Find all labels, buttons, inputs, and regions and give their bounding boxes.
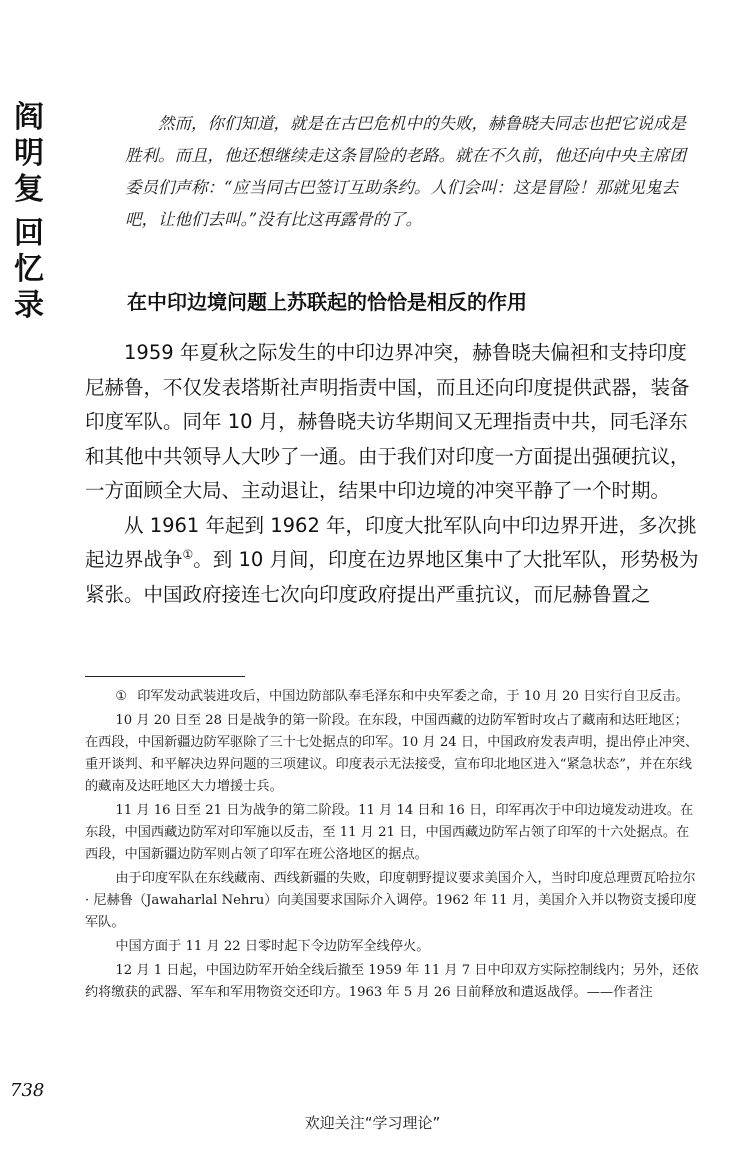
body-paragraph-2-part1: 从 1961 年起到 1962 年，印度大批军队向中印边界开进，多次挑起边界战争 — [85, 513, 697, 571]
footer-watermark: 欢迎关注“学习理论” — [304, 1114, 441, 1132]
book-title-char: 忆 — [14, 252, 44, 287]
book-title-vertical — [8, 100, 50, 324]
footnote-paragraph: 由于印度军队在东线藏南、西线新疆的失败，印度朝野提议要求美国介入，当时印度总理贾瓦哈拉尔 · 尼赫鲁（Jawaharlal Nehru）向美国要求国际介入调停。1962 年 11 月，美国介入并以物资支援印度军队。 — [85, 871, 697, 930]
quoted-passage: 然而，你们知道，就是在古巴危机中的失败，赫鲁晓夫同志也把它说成是胜利。而且，他还想继续走这条冒险的老路。就在不久前，他还向中央主席团委员们声称：“应当同古巴签订互助条约。人们会叫：这是冒险！那就见鬼去吧，让他们去叫。”没有比这再露骨的了。 — [125, 114, 686, 229]
footnote-paragraph: 10 月 20 日至 28 日是战争的第一阶段。在东段，中国西藏的边防军暂时攻占了藏南和达旺地区；在西段，中国新疆边防军驱除了三十七处据点的印军。10 月 24 日，中国政府发表声明，提出停止冲突、重开谈判、和平解决边界问题的三项建议。印度表示无法接受，宣布印北地区进入“紧急状态”，并在东线的藏南及达旺地区大力增援士兵。 — [85, 713, 699, 794]
footnote-paragraph: 12 月 1 日起，中国边防军开始全线后撤至 1959 年 11 月 7 日中印双方实际控制线内；另外，还依约将缴获的武器、军车和军用物资交还印方。1963 年 5 月 26 日前释放和遣返战俘。——作者注 — [85, 963, 699, 1000]
book-title-char: 明 — [14, 136, 44, 171]
footnote-paragraph: 11 月 16 日至 21 日为战争的第二阶段。11 月 14 日和 16 日，印军再次于中印边境发动进攻。在东段，中国西藏边防军对印军施以反击，至 11 月 21 日，中国西藏边防军占领了印军的十六处据点。在西段，中国新疆边防军则占领了印军在班公洛地区的据点。 — [85, 803, 694, 862]
body-paragraph-1: 1959 年夏秋之际发生的中印边界冲突，赫鲁晓夫偏袒和支持印度尼赫鲁，不仅发表塔斯社声明指责中国，而且还向印度提供武器，装备印度军队。同年 10 月，赫鲁晓夫访华期间又无理指责中共，同毛泽东和其他中共领导人大吵了一通。由于我们对印度一方面提出强硬抗议，一方面顾全大局、主动退让，结果中印边境的冲突平静了一个时期。 — [85, 341, 690, 502]
book-title-char: 录 — [14, 288, 44, 323]
footnote-1-text: 印军发动武装进攻后，中国边防部队奉毛泽东和中央军委之命，于 10 月 20 日实行自卫反击。 — [137, 689, 689, 704]
footnote-divider — [85, 676, 245, 677]
footnote-reference[interactable]: ① — [182, 547, 194, 562]
page-number: 738 — [10, 1080, 45, 1101]
book-title-char: 回 — [14, 216, 44, 251]
book-title-char: 阎 — [14, 100, 44, 135]
footnote-marker: ① — [115, 689, 128, 704]
footnote-paragraph: 中国方面于 11 月 22 日零时起下令边防军全线停火。 — [115, 939, 430, 954]
body-paragraph-2-part2: 。到 10 月间，印度在边界地区集中了大批军队，形势极为紧张。中国政府接连七次向印度政府提出严重抗议，而尼赫鲁置之 — [85, 548, 699, 606]
footnote-1 — [85, 686, 700, 708]
book-title-char: 复 — [14, 172, 44, 207]
footnotes — [85, 686, 700, 1006]
section-heading: 在中印边境问题上苏联起的恰恰是相反的作用 — [127, 290, 527, 314]
body-text — [85, 336, 700, 612]
body-paragraph-2 — [85, 509, 700, 613]
